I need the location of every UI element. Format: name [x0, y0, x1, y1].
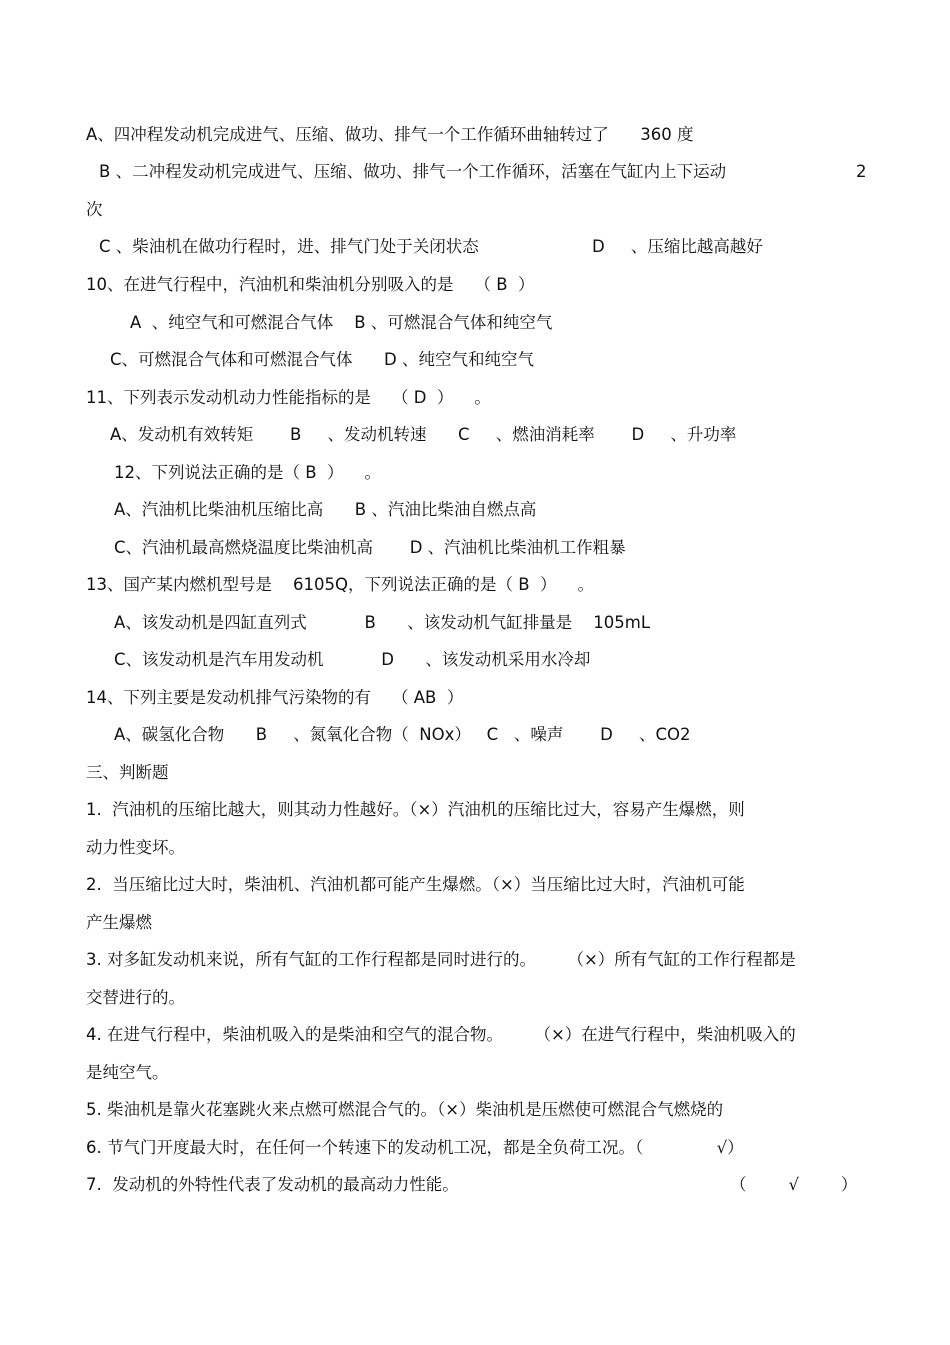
tf-item-3-continued: 交替进行的。	[86, 988, 185, 1007]
tf-item-3: 3. 对多缸发动机来说，所有气缸的工作行程都是同时进行的。 （×）所有气缸的工作行程都是	[86, 950, 796, 969]
option-b-two-stroke-number: 2	[856, 162, 867, 181]
tf-item-4: 4. 在进气行程中，柴油机吸入的是柴油和空气的混合物。 （×）在进气行程中，柴油机吸入的	[86, 1025, 796, 1044]
option-c-diesel-valves: C 、柴油机在做功行程时，进、排气门处于关闭状态	[99, 237, 479, 256]
section-heading-true-false: 三、判断题	[86, 763, 169, 782]
option-b-two-stroke-continued: 次	[86, 200, 103, 219]
question-11: 11、下列表示发动机动力性能指标的是 （ D ） 。	[86, 388, 491, 407]
tf-item-7: 7. 发动机的外特性代表了发动机的最高动力性能。	[86, 1175, 459, 1194]
question-13-options-cd: C、该发动机是汽车用发动机 D 、该发动机采用水冷却	[114, 650, 591, 669]
question-13-options-ab: A、该发动机是四缸直列式 B 、该发动机气缸排量是 105mL	[114, 613, 651, 632]
tf-item-2-continued: 产生爆燃	[86, 913, 152, 932]
tf-item-1: 1. 汽油机的压缩比越大，则其动力性越好。（×）汽油机的压缩比过大，容易产生爆燃，则	[86, 800, 745, 819]
question-10: 10、在进气行程中，汽油机和柴油机分别吸入的是 （ B ）	[86, 275, 535, 294]
question-10-options-cd: C、可燃混合气体和可燃混合气体 D 、纯空气和纯空气	[110, 350, 534, 369]
question-12-options-cd: C、汽油机最高燃烧温度比柴油机高 D 、汽油机比柴油机工作粗暴	[114, 538, 626, 557]
tf-item-5: 5. 柴油机是靠火花塞跳火来点燃可燃混合气的。（×）柴油机是压燃使可燃混合气燃烧的	[86, 1100, 724, 1119]
option-d-compression: D 、压缩比越高越好	[592, 237, 763, 256]
tf-item-1-continued: 动力性变坏。	[86, 838, 185, 857]
question-14-options: A、碳氢化合物 B 、氮氧化合物（ NOx） C 、噪声 D 、CO2	[114, 725, 691, 744]
question-13: 13、国产某内燃机型号是 6105Q，下列说法正确的是（ B ） 。	[86, 575, 594, 594]
tf-item-2: 2. 当压缩比过大时，柴油机、汽油机都可能产生爆燃。（×）当压缩比过大时，汽油机可能	[86, 875, 745, 894]
question-14: 14、下列主要是发动机排气污染物的有 （ AB ）	[86, 688, 464, 707]
option-a-four-stroke: A、四冲程发动机完成进气、压缩、做功、排气一个工作循环曲轴转过了 360 度	[86, 125, 694, 144]
question-11-options: A、发动机有效转矩 B 、发动机转速 C 、燃油消耗率 D 、升功率	[110, 425, 737, 444]
tf-item-4-continued: 是纯空气。	[86, 1063, 169, 1082]
question-12: 12、下列说法正确的是（ B ） 。	[114, 463, 382, 482]
question-12-options-ab: A、汽油机比柴油机压缩比高 B 、汽油比柴油自燃点高	[114, 500, 537, 519]
option-b-two-stroke: B 、二冲程发动机完成进气、压缩、做功、排气一个工作循环，活塞在气缸内上下运动	[99, 162, 727, 181]
question-10-options-ab: A 、纯空气和可燃混合气体 B 、可燃混合气体和纯空气	[130, 313, 553, 332]
tf-item-6: 6. 节气门开度最大时，在任何一个转速下的发动机工况，都是全负荷工况。（ √）	[86, 1138, 744, 1157]
tf-item-7-answer: （ √ ）	[730, 1175, 858, 1194]
